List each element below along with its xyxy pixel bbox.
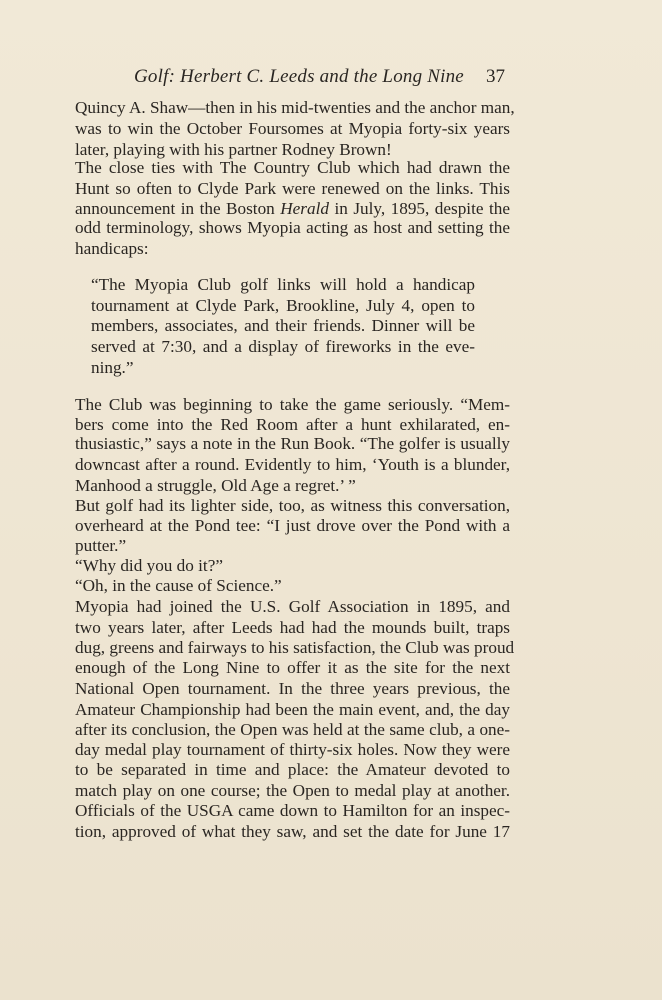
quote-line: tournament at Clyde Park, Brookline, July 4, open to [91, 296, 475, 315]
text-line: thusiastic,” says a note in the Run Book. “The golfer is usually [75, 434, 510, 453]
text-line: Myopia had joined the U.S. Golf Association in 1895, and [75, 597, 510, 616]
text-line: downcast after a round. Evidently to him, ‘Youth is a blunder, [75, 455, 510, 474]
page-header [0, 66, 662, 94]
text-line: two years later, after Leeds had had the mounds built, traps [75, 618, 510, 637]
text-line: was to win the October Foursomes at Myopia forty-six years [75, 119, 510, 138]
text-line: “Why did you do it?” [75, 556, 223, 575]
text-line: dug, greens and fairways to his satisfaction, the Club was proud [75, 638, 515, 657]
text-line: Hunt so often to Clyde Park were renewed on the links. This [75, 179, 510, 198]
text-line: Officials of the USGA came down to Hamilton for an inspec- [75, 801, 510, 820]
quote-line: ning.” [91, 358, 134, 377]
text-line: odd terminology, shows Myopia acting as host and setting the [75, 218, 510, 237]
text-line: enough of the Long Nine to offer it as the site for the next [75, 658, 510, 677]
text-line: after its conclusion, the Open was held at the same club, a one- [75, 720, 510, 739]
text-line: Quincy A. Shaw—then in his mid-twenties and the anchor man, [75, 98, 515, 117]
text-line: overheard at the Pond tee: “I just drove over the Pond with a [75, 516, 510, 535]
text-line: bers come into the Red Room after a hunt exhilarated, en- [75, 415, 510, 434]
running-head: Golf: Herbert C. Leeds and the Long Nine [134, 66, 464, 87]
text-line: day medal play tournament of thirty-six holes. Now they were [75, 740, 510, 759]
quote-line: served at 7:30, and a display of fireworks in the eve- [91, 337, 475, 356]
text-line: handicaps: [75, 239, 149, 258]
text-line: tion, approved of what they saw, and set the date for June 17 [75, 822, 510, 841]
text-line: announcement in the Boston Herald in July, 1895, despite the [75, 199, 510, 218]
text-line: National Open tournament. In the three years previous, the [75, 679, 510, 698]
text-line: The Club was beginning to take the game seriously. “Mem- [75, 395, 510, 414]
text-line: The close ties with The Country Club which had drawn the [75, 158, 510, 177]
text-line: “Oh, in the cause of Science.” [75, 576, 282, 595]
text-line: putter.” [75, 536, 127, 555]
text-line: Amateur Championship had been the main event, and, the day [75, 700, 510, 719]
text-line: later, playing with his partner Rodney Brown! [75, 140, 392, 159]
newspaper-title: Herald [280, 199, 329, 218]
text-line: match play on one course; the Open to medal play at another. [75, 781, 510, 800]
quote-line: “The Myopia Club golf links will hold a handicap [91, 275, 475, 294]
quote-line: members, associates, and their friends. Dinner will be [91, 316, 475, 335]
text-line: to be separated in time and place: the Amateur devoted to [75, 760, 510, 779]
text-line: But golf had its lighter side, too, as witness this conversation, [75, 496, 510, 515]
page-number: 37 [486, 66, 505, 87]
text-line: Manhood a struggle, Old Age a regret.’ ” [75, 476, 356, 495]
